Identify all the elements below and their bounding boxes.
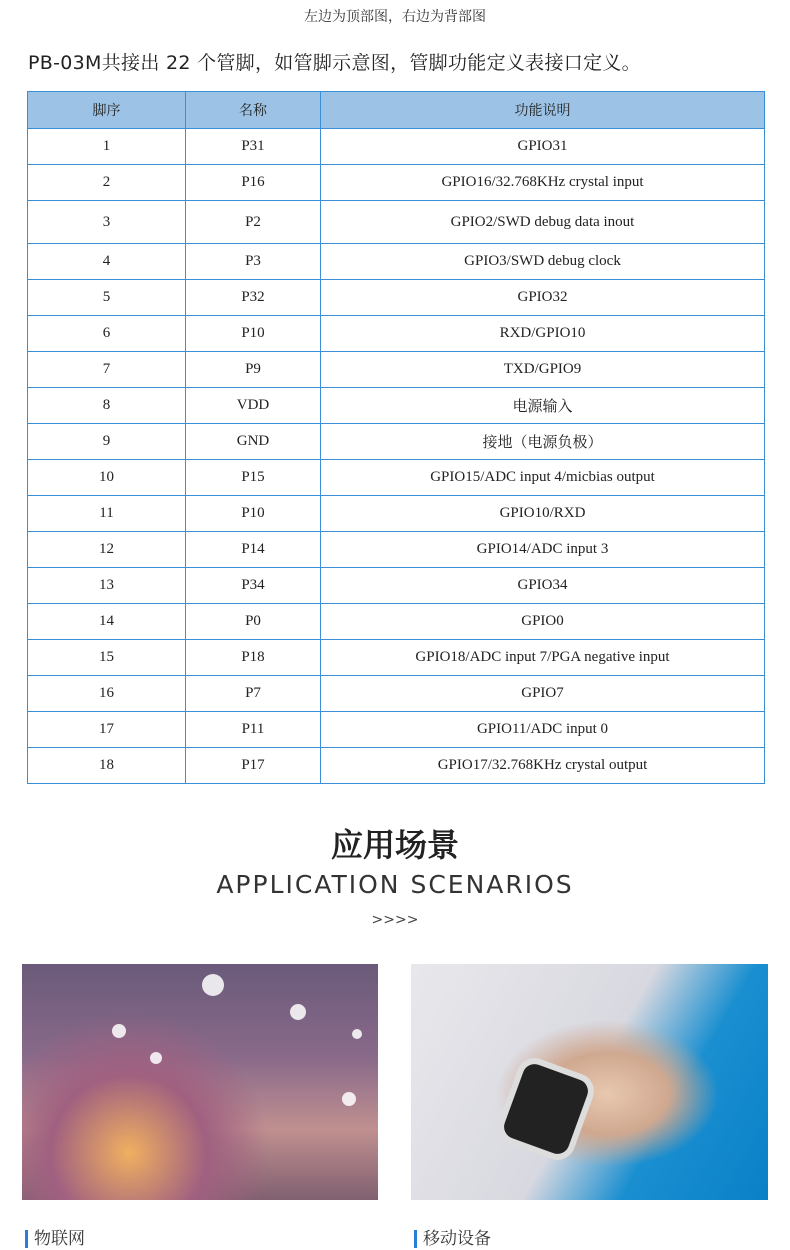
pin-no: 16 [28,676,186,712]
pin-no: 17 [28,712,186,748]
pin-function: GPIO7 [321,676,765,712]
section-subtitle: APPLICATION SCENARIOS [216,870,574,899]
pin-name: GND [186,424,321,460]
pin-no: 11 [28,496,186,532]
table-row [28,604,765,640]
pin-function: GPIO0 [321,604,765,640]
pin-function: GPIO16/32.768KHz crystal input [321,165,765,201]
pin-no: 7 [28,352,186,388]
table-row [28,352,765,388]
image-caption: 左边为顶部图，右边为背部图 [304,9,486,25]
pin-no: 10 [28,460,186,496]
pin-name: P34 [186,568,321,604]
scenario-label-mobile: 移动设备 [414,1230,491,1248]
pin-table [27,91,765,784]
pin-no: 13 [28,568,186,604]
pin-no: 9 [28,424,186,460]
header-pin-no: 脚序 [28,92,186,129]
pin-function: TXD/GPIO9 [321,352,765,388]
pin-function: GPIO11/ADC input 0 [321,712,765,748]
header-function: 功能说明 [321,92,765,129]
pin-name: P31 [186,129,321,165]
pin-name: P17 [186,748,321,784]
scenario-label-iot: 物联网 [25,1230,85,1248]
pin-no: 3 [28,201,186,244]
table-row [28,129,765,165]
pin-name: P10 [186,496,321,532]
pin-function: GPIO10/RXD [321,496,765,532]
pin-function: GPIO2/SWD debug data inout [321,201,765,244]
pin-function: GPIO34 [321,568,765,604]
iot-image [22,964,378,1200]
table-row [28,165,765,201]
pin-function: RXD/GPIO10 [321,316,765,352]
pin-function: GPIO18/ADC input 7/PGA negative input [321,640,765,676]
table-row [28,201,765,244]
table-row [28,280,765,316]
pin-name: P14 [186,532,321,568]
pin-no: 15 [28,640,186,676]
pin-no: 6 [28,316,186,352]
pin-no: 4 [28,244,186,280]
pin-name: P10 [186,316,321,352]
header-name: 名称 [186,92,321,129]
table-row [28,676,765,712]
table-row [28,244,765,280]
pin-name: P0 [186,604,321,640]
pin-function: GPIO17/32.768KHz crystal output [321,748,765,784]
table-row [28,748,765,784]
pin-name: P3 [186,244,321,280]
pin-name: VDD [186,388,321,424]
table-row [28,460,765,496]
pin-function: GPIO14/ADC input 3 [321,532,765,568]
pin-function: GPIO3/SWD debug clock [321,244,765,280]
pin-name: P18 [186,640,321,676]
intro-text: PB-03M共接出 22 个管脚，如管脚示意图，管脚功能定义表接口定义。 [28,52,641,74]
pin-function: 电源输入 [321,388,765,424]
table-row [28,532,765,568]
table-row [28,388,765,424]
pin-function: GPIO32 [321,280,765,316]
pin-no: 8 [28,388,186,424]
pin-name: P9 [186,352,321,388]
section-title: 应用场景 [330,826,459,864]
table-header-row [28,92,765,129]
mobile-device-image [411,964,768,1200]
pin-function: GPIO31 [321,129,765,165]
pin-name: P15 [186,460,321,496]
table-row [28,496,765,532]
pin-no: 14 [28,604,186,640]
pin-no: 1 [28,129,186,165]
pin-no: 2 [28,165,186,201]
pin-no: 5 [28,280,186,316]
smartwatch [493,1053,599,1165]
pin-no: 12 [28,532,186,568]
table-row [28,712,765,748]
pin-no: 18 [28,748,186,784]
pin-name: P7 [186,676,321,712]
pin-name: P16 [186,165,321,201]
section-arrows: >>>> [371,912,419,928]
pin-name: P32 [186,280,321,316]
pin-function: GPIO15/ADC input 4/micbias output [321,460,765,496]
pin-function: 接地（电源负极） [321,424,765,460]
pin-name: P2 [186,201,321,244]
table-row [28,316,765,352]
pin-name: P11 [186,712,321,748]
table-row [28,640,765,676]
table-row [28,424,765,460]
table-row [28,568,765,604]
